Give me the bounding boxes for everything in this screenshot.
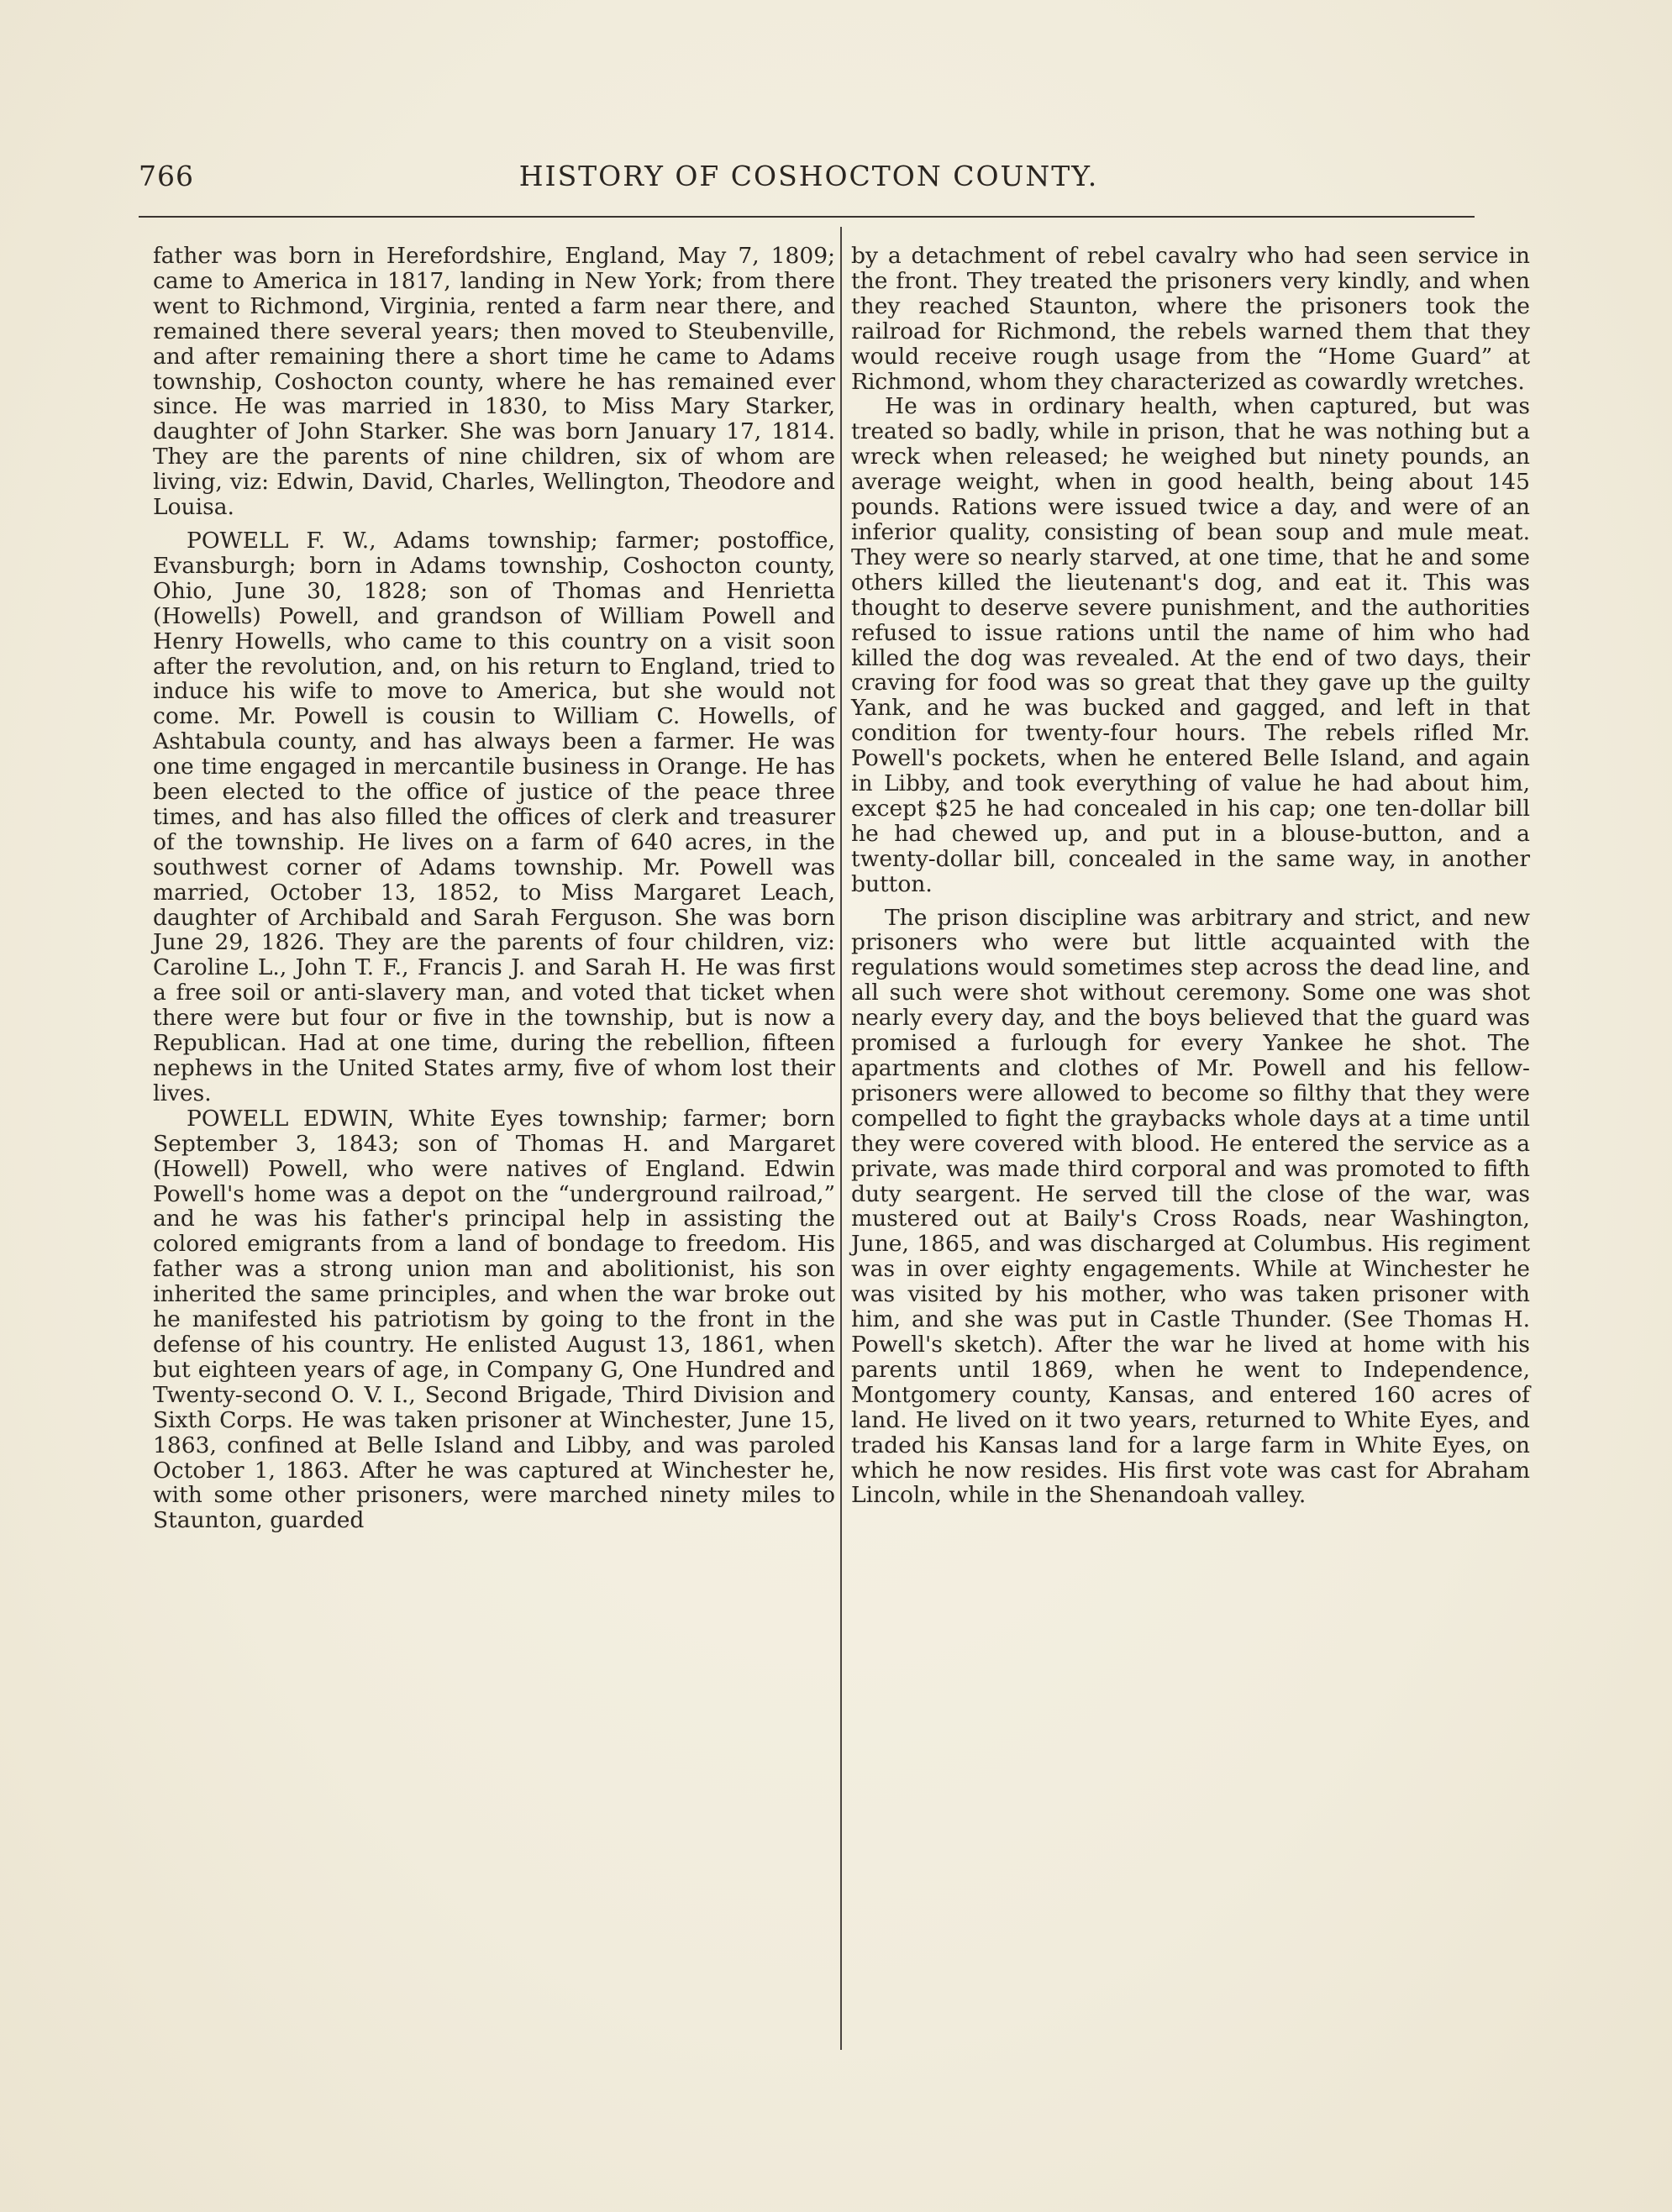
page-number: 766 bbox=[139, 160, 194, 192]
running-head: HISTORY OF COSHOCTON COUNTY. bbox=[518, 160, 1099, 192]
paragraph-prison-health: He was in ordinary health, when captured, but was treated so badly, while in prison, that he was nothing but a wreck when released; he weighed but ninety pounds, an average weight, when in good health, being about 145 pounds. Rations were issued twice a day, and were of an inferior quality, consisting of bean soup and mule meat. They were so nearly starved, at one time, that he and some others killed the lieutenant's dog, and eat it. This was thought to deserve severe punishment, and the authorities refused to issue rations until the name of him who had killed the dog was revealed. At the end of two days, their craving for food was so great that they gave up the guilty Yank, and he was bucked and gagged, and left in that condition for twenty-four hours. The rebels rifled Mr. Powell's pockets, when he entered Belle Island, and again in Libby, and took everything of value he had about him, except $25 he had concealed in his cap; one ten-dollar bill he had chewed up, and put in a blouse-button, and a twenty-dollar bill, concealed in the same way, in another button. bbox=[851, 393, 1530, 897]
paragraph-powell-fw: POWELL F. W., Adams township; farmer; postoffice, Evansburgh; born in Adams township, Coshocton county, Ohio, June 30, 1828; son of Thomas and Henrietta (Howells) Powell, and grandson of William Powell and Henry Howells, who came to this country on a visit soon after the revolution, and, on his return to England, tried to induce his wife to move to America, but she would not come. Mr. Powell is cousin to William C. Howells, of Ashtabula county, and has always been a farmer. He was one time engaged in mercantile business in Orange. He has been elected to the office of justice of the peace three times, and has also filled the offices of clerk and treasurer of the township. He lives on a farm of 640 acres, in the southwest corner of Adams township. Mr. Powell was married, October 13, 1852, to Miss Margaret Leach, daughter of Archibald and Sarah Ferguson. She was born June 29, 1826. They are the parents of four children, viz: Caroline L., John T. F., Francis J. and Sarah H. He was first a free soil or anti-slavery man, and voted that ticket when there were but four or five in the township, but is now a Republican. Had at one time, during the rebellion, fifteen nephews in the United States army, five of whom lost their lives. bbox=[153, 527, 835, 1106]
paragraph-rebel-cavalry: by a detachment of rebel cavalry who had seen service in the front. They treated the prisoners very kindly, and when they reached Staunton, where the prisoners took the railroad for Richmond, the rebels warned them that they would receive rough usage from the “Home Guard” at Richmond, whom they characterized as cowardly wretches. bbox=[851, 243, 1530, 395]
paragraph-powell-edwin: POWELL EDWIN, White Eyes township; farmer; born September 3, 1843; son of Thomas H. and Margaret (Howell) Powell, who were natives of England. Edwin Powell's home was a depot on the “underground railroad,” and he was his father's principal help in assisting the colored emigrants from a land of bondage to freedom. His father was a strong union man and abolitionist, his son inherited the same principles, and when the war broke out he manifested his patriotism by going to the front in the defense of his country. He enlisted August 13, 1861, when but eighteen years of age, in Company G, One Hundred and Twenty-second O. V. I., Second Brigade, Third Division and Sixth Corps. He was taken prisoner at Winchester, June 15, 1863, confined at Belle Island and Libby, and was paroled October 1, 1863. After he was captured at Winchester he, with some other prisoners, were marched ninety miles to Staunton, guarded bbox=[153, 1105, 835, 1534]
page-header bbox=[139, 160, 1479, 210]
paragraph-prison-discipline: The prison discipline was arbitrary and strict, and new prisoners who were but little acquainted with the regulations would sometimes step across the dead line, and all such were shot without ceremony. Some one was shot nearly every day, and the boys believed that the guard was promised a furlough for every Yankee he shot. The apartments and clothes of Mr. Powell and his fellow-prisoners were allowed to become so filthy that they were compelled to fight the graybacks whole days at a time until they were covered with blood. He entered the service as a private, was made third corporal and was promoted to fifth duty seargent. He served till the close of the war, was mustered out at Baily's Cross Roads, near Washington, June, 1865, and was discharged at Columbus. His regiment was in over eighty engagements. While at Winchester he was visited by his mother, who was taken prisoner with him, and she was put in Castle Thunder. (See Thomas H. Powell's sketch). After the war he lived at home with his parents until 1869, when he went to Independence, Montgomery county, Kansas, and entered 160 acres of land. He lived on it two years, returned to White Eyes, and traded his Kansas land for a large farm in White Eyes, on which he now resides. His first vote was cast for Abraham Lincoln, while in the Shenandoah valley. bbox=[851, 904, 1530, 1509]
left-column bbox=[153, 244, 835, 1533]
column-divider bbox=[840, 227, 842, 2050]
header-rule bbox=[139, 216, 1475, 218]
right-column bbox=[851, 244, 1530, 1508]
paragraph-father-continued: father was born in Herefordshire, England, May 7, 1809; came to America in 1817, landing in New York; from there went to Richmond, Virginia, rented a farm near there, and remained there several years; then moved to Steubenville, and after remaining there a short time he came to Adams township, Coshocton county, where he has remained ever since. He was married in 1830, to Miss Mary Starker, daughter of John Starker. She was born January 17, 1814. They are the parents of nine children, six of whom are living, viz: Edwin, David, Charles, Wellington, Theodore and Louisa. bbox=[153, 243, 835, 521]
